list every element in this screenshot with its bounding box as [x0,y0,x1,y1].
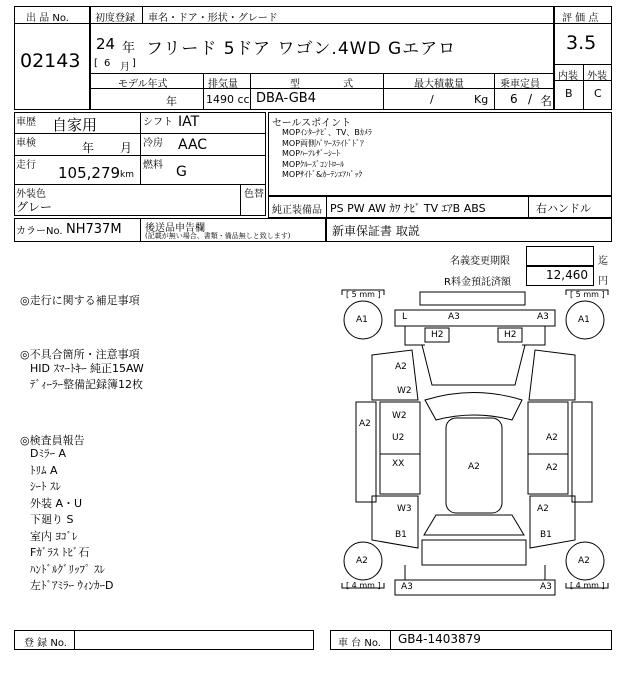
left-front-door [380,402,420,454]
recycle-label: R料金預託済額 [444,277,511,288]
rear-bumper [395,580,555,595]
right-fender [529,350,575,400]
model-year-label: モデル年式 [118,79,168,90]
mark-left-rear-door: XX [392,459,405,469]
type-label: 型 式 [290,79,374,90]
color-change-label: 色替 [244,189,264,200]
inspector-item: ﾊﾝﾄﾞﾙｸﾞﾘｯﾌﾟ ｽﾚ [30,562,105,576]
inspector-item: 室内 ﾖｺﾞﾚ [30,529,78,543]
first-reg-label: 初度登録 [95,13,135,24]
recycle-amount: 12,460 [546,268,588,282]
tire-fl-label: [ 5 mm ] [346,290,381,299]
hood [422,345,525,385]
mark-left-side-a: A2 [359,419,371,429]
mark-right-rear-b: B1 [540,530,552,540]
inspector-item: ｼｰﾄ ｽﾚ [30,480,61,493]
tailgate [422,540,526,565]
inspector-item: Dﾐﾗｰ A [30,447,66,460]
history-label: 車歴 [16,117,36,128]
right-side-panel [572,402,592,502]
inspection-label: 車検 [16,138,36,149]
mark-rear-bumper-c: A3 [401,582,413,592]
car-name: フリード 5ドア ワゴン.4WD Gエアロ [146,39,457,59]
mark-right-rear-door: A2 [546,463,558,473]
genuine-value: PS PW AW ｶﾜ ﾅﾋﾞ TV ｴｱB ABS [330,202,486,215]
name-label: 車名・ドア・形状・グレード [148,13,278,24]
fuel-label: 燃料 [143,160,163,171]
warranty-value: 新車保証書 取説 [332,224,420,238]
mark-roof: A2 [468,462,480,472]
mark-front-bumper-c: A3 [448,312,460,322]
history-value: 自家用 [52,116,98,134]
left-side-panel [356,402,376,502]
vin-label: 車 台 No. [338,638,381,649]
sales-point: MOPﾊｰﾌﾚｻﾞｰｼｰﾄ [282,149,341,158]
lot-number: 02143 [20,50,81,72]
driving-label: ◎走行に関する補足事項 [20,294,140,307]
sales-label: セールスポイント [272,118,352,129]
sales-point: MOPｸﾙｰｽﾞｺﾝﾄﾛｰﾙ [282,159,345,169]
inspector-item: ﾄﾘﾑ A [30,463,58,477]
score-value: 3.5 [566,32,597,54]
color-no-label: カラーNo. [16,226,63,237]
front-bumper [395,310,555,326]
ext-color-value: グレー [16,200,53,214]
mark-left-rear-w: W3 [397,504,412,514]
sales-point: MOPｻｲﾄﾞ&ｶｰﾃﾝｴｱﾊﾞｯｸ [282,170,363,179]
defects-label: ◎不具合箇所・注意事項 [20,348,140,361]
fuel-value: G [176,164,187,180]
mark-headlight-r: H2 [504,330,517,340]
mark-front-bumper-l: L [402,312,408,322]
windshield [425,393,522,421]
mark-left-front-door-w: W2 [392,411,407,421]
tire-fr-label: [ 5 mm ] [570,290,605,299]
inspector-list [30,446,113,595]
mark-right-rear-a: A2 [537,504,549,514]
steering-value: 右ハンドル [536,202,591,215]
name-change-suffix: 迄 [598,256,608,267]
inspection-month: 月 [120,141,133,155]
max-load-sep: / [430,93,434,106]
max-load-unit: Kg [474,93,489,106]
sales-point: MOPｲﾝﾀｰﾅﾋﾞ、TV、Bｶﾒﾗ [282,128,372,137]
recycle-unit: 円 [598,276,608,287]
capacity: 6 [510,92,518,106]
defect-item: HID ｽﾏｰﾄｷｰ 純正15AW [30,362,144,375]
inspector-item: 左ﾄﾞｱﾐﾗｰ ｳｨﾝｶｰD [30,579,114,592]
defects-list [30,361,144,393]
mark-headlight-l: H2 [431,330,444,340]
tire-rr-label: [ 4 mm ] [570,581,605,590]
inspector-label: ◎検査員報告 [20,434,85,447]
right-rear-door [528,454,568,494]
name-change-label: 名義変更期限 [450,256,510,267]
defect-item: ﾃﾞｨｰﾗｰ整備記録簿12枚 [30,378,143,391]
sales-points [282,128,372,181]
front-grille [420,292,525,305]
lot-label: 出 品 No. [26,13,69,24]
mileage-unit: km [120,170,134,180]
displacement: 1490 cc [206,93,250,106]
mark-left-fender-w: W2 [397,386,412,396]
mark-left-fender: A2 [395,362,407,372]
genuine-label: 純正装備品 [272,205,322,216]
mark-rear-bumper-r: A3 [540,582,552,592]
model-type: DBA-GB4 [256,91,316,106]
ac-value: AAC [178,137,208,153]
mark-front-left-wheel: A1 [356,315,368,325]
name-change-box [526,246,594,266]
first-reg-month-close: ] [132,58,136,69]
mark-right-front-door: A2 [546,433,558,443]
capacity-label: 乗車定員 [500,79,540,90]
mileage-label: 走行 [16,160,36,171]
reg-label: 登 録 No. [24,638,67,649]
first-reg-year: 24 [96,35,116,53]
interior-label: 内装 [558,71,578,82]
max-load-label: 最大積載量 [414,79,464,90]
exterior-label: 外装 [587,71,607,82]
ext-color-label: 外装色 [16,189,46,200]
vin-value: GB4-1403879 [398,632,481,646]
inspector-item: Fｶﾞﾗｽ ﾄﾋﾞ石 [30,546,90,559]
first-reg-month: 6 [104,58,111,69]
first-reg-year-unit: 年 [122,41,136,56]
aftermarket-label: 後送品申告欄 [145,223,205,234]
inspection-year: 年 [82,141,95,155]
interior-grade: B [565,87,573,100]
displacement-label: 排気量 [208,79,238,90]
capacity-suffix: 名 [540,94,553,108]
shift-label: シフト [143,117,173,128]
mark-left-front-door-u: U2 [392,433,405,443]
color-no-value: NH737M [66,222,122,237]
mark-front-bumper-r: A3 [537,312,549,322]
shift-value: IAT [178,114,200,130]
mark-rear-left-wheel: A2 [356,556,368,566]
mark-rear-right-wheel: A2 [578,556,590,566]
aftermarket-note: (記載が無い場合、書類・備品無しと致します) [145,232,291,240]
mileage-value: 105,279 [58,164,121,182]
model-year-unit: 年 [166,95,177,108]
rear-window [424,515,524,535]
ac-label: 冷房 [143,138,163,149]
exterior-grade: C [594,87,602,100]
mark-left-rear-b: B1 [395,530,407,540]
tire-rl-label: [ 4 mm ] [346,581,381,590]
sales-point: MOP両側ﾊﾟﾜｰｽﾗｲﾄﾞﾄﾞｱ [282,138,365,148]
inspector-item: 下廻り S [30,513,74,526]
first-reg-month-open: [ [94,58,98,69]
inspector-item: 外装 A・U [30,496,83,510]
capacity-sep: / [528,92,533,106]
score-label: 評 価 点 [562,13,599,24]
first-reg-month-unit: 月 [120,62,130,73]
mark-front-right-wheel: A1 [578,315,590,325]
right-front-door [528,402,568,454]
